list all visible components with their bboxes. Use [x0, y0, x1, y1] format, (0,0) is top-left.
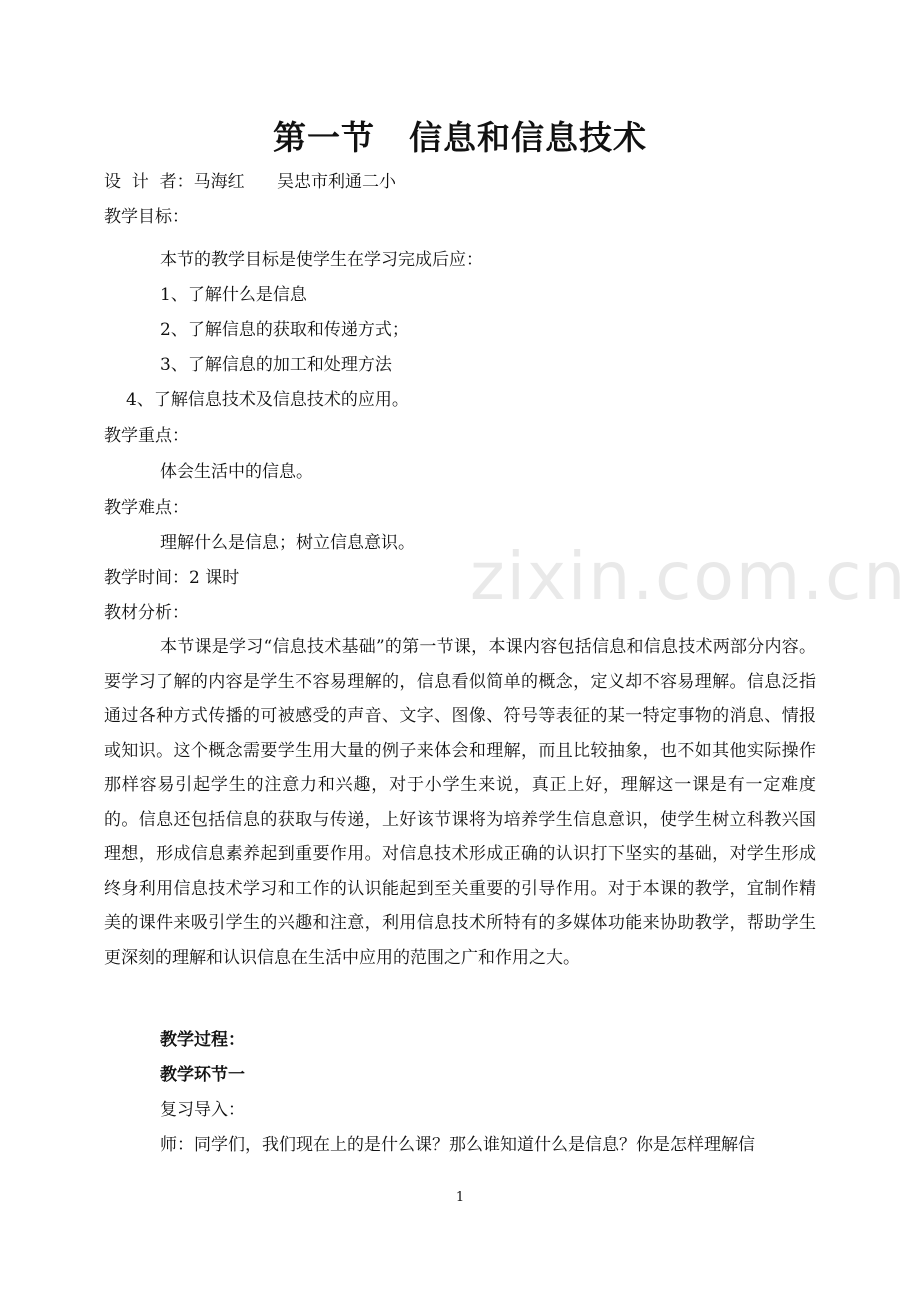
- review-label: 复习导入：: [160, 1100, 245, 1120]
- objective-item-3: 3、了解信息的加工和处理方法: [160, 355, 392, 375]
- objectives-heading: 教学目标：: [104, 207, 189, 227]
- analysis-paragraph: 本节课是学习“信息技术基础”的第一节课，本课内容包括信息和信息技术两部分内容。要学习了解的内容是学生不容易理解的，信息看似简单的概念，定义却不容易理解。信息泛指通过各种方式传播的可被感受的声音、文字、图像、符号等表征的某一特定事物的消息、情报或知识。这个概念需要学生用大量的例子来体会和理解，而且比较抽象，也不如其他实际操作那样容易引起学生的注意力和兴趣，对于小学生来说，真正上好，理解这一课是有一定难度的。信息还包括信息的获取与传递，上好该节课将为培养学生信息意识，使学生树立科教兴国理想，形成信息素养起到重要作用。对信息技术形成正确的认识打下坚实的基础，对学生形成终身利用信息技术学习和工作的认识能起到至关重要的引导作用。对于本课的教学，宜制作精美的课件来吸引学生的兴趣和注意，利用信息技术所特有的多媒体功能来协助教学，帮助学生更深刻的理解和认识信息在生活中应用的范围之广和作用之大。: [104, 637, 816, 968]
- key-point-text: 体会生活中的信息。: [160, 462, 313, 482]
- objective-item-1: 1、了解什么是信息: [160, 285, 307, 305]
- page-title: 第一节 信息和信息技术: [273, 118, 647, 157]
- teacher-line: 师：同学们，我们现在上的是什么课？那么谁知道什么是信息？你是怎样理解信: [160, 1135, 755, 1155]
- difficulty-heading: 教学难点：: [104, 498, 189, 518]
- step-heading: 教学环节一: [160, 1065, 245, 1085]
- designer-line: 设 计 者：马海红 吴忠市利通二小: [104, 172, 397, 192]
- teaching-time: 教学时间：2 课时: [104, 568, 240, 588]
- objectives-intro: 本节的教学目标是使学生在学习完成后应：: [160, 250, 483, 270]
- objective-item-4: 4、了解信息技术及信息技术的应用。: [126, 390, 409, 410]
- analysis-heading: 教材分析：: [104, 603, 189, 623]
- objective-item-2: 2、了解信息的获取和传递方式；: [160, 320, 409, 340]
- page-number: 1: [455, 1190, 465, 1205]
- watermark: zixin.com.cn: [470, 538, 908, 615]
- key-point-heading: 教学重点：: [104, 426, 189, 446]
- process-heading: 教学过程：: [160, 1030, 245, 1050]
- difficulty-text: 理解什么是信息；树立信息意识。: [160, 533, 415, 553]
